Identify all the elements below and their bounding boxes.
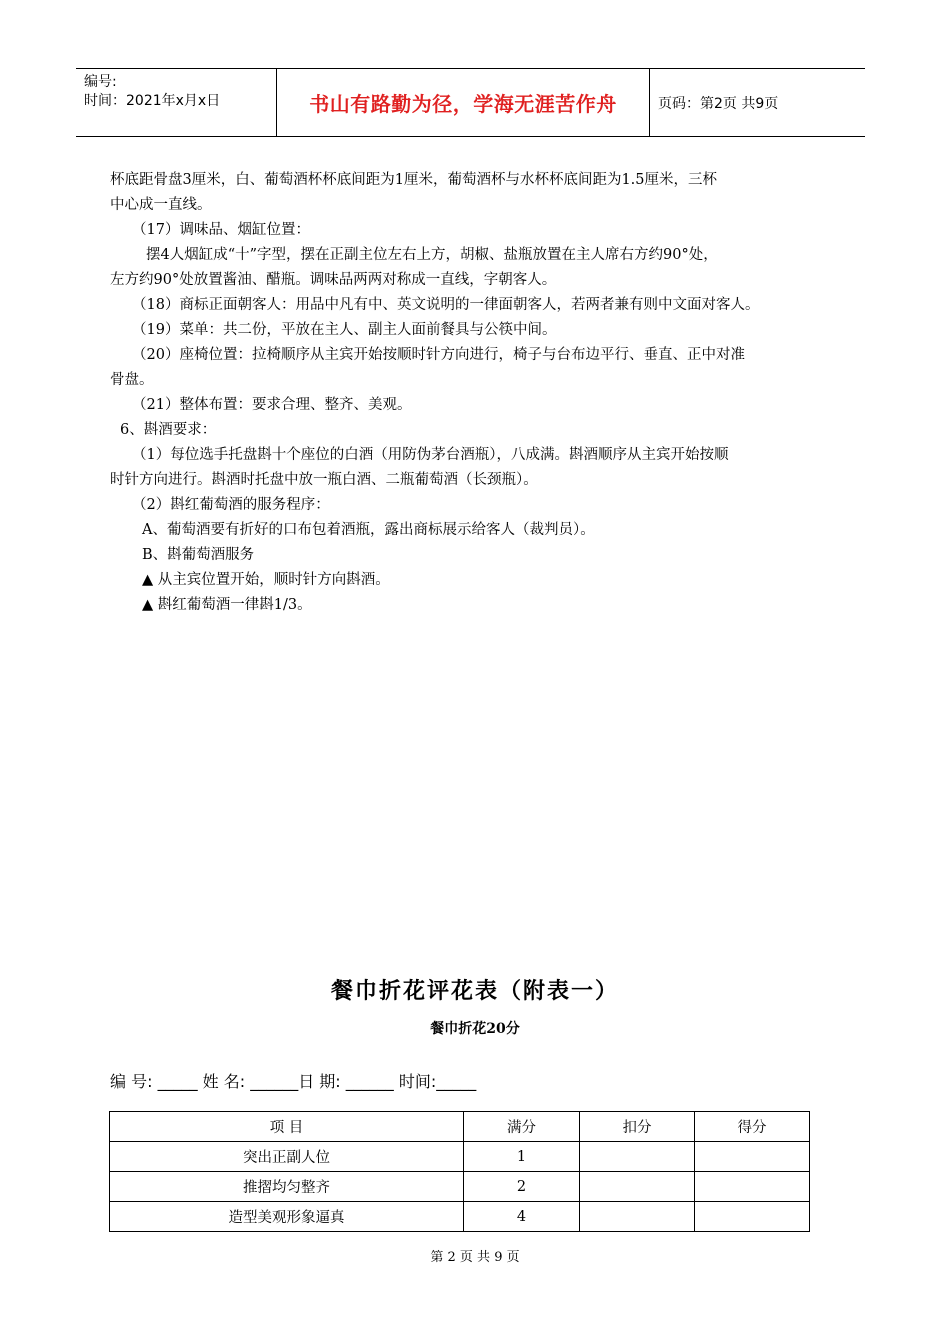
header-meta xyxy=(76,69,277,136)
table-row xyxy=(110,1172,810,1202)
body-text xyxy=(110,168,840,618)
table-cell xyxy=(580,1142,695,1172)
table-cell xyxy=(580,1172,695,1202)
table-cell xyxy=(580,1202,695,1232)
table-header-cell: 得分 xyxy=(695,1112,810,1142)
text-line: B、斟葡萄酒服务 xyxy=(142,547,255,563)
table-row xyxy=(110,1202,810,1232)
header-slogan: 书山有路勤为径，学海无涯苦作舟 xyxy=(277,69,650,136)
bullet-line: ▲ 斟红葡萄酒一律斟1/3。 xyxy=(142,597,312,613)
text-line: 杯底距骨盘3厘米，白、葡萄酒杯杯底间距为1厘米，葡萄酒杯与水杯杯底间距为1.5厘米，三杯 xyxy=(110,172,718,188)
bullet-line: ▲ 从主宾位置开始，顺时针方向斟酒。 xyxy=(142,572,390,588)
form-title: 餐巾折花评花表（附表一） xyxy=(330,978,619,1004)
text-line: （2）斟红葡萄酒的服务程序： xyxy=(132,497,330,513)
table-row xyxy=(110,1142,810,1172)
page-footer: 第 2 页 共 9 页 xyxy=(430,1250,520,1265)
table-header-cell: 项 目 xyxy=(110,1112,464,1142)
text-line: （21）整体布置：要求合理、整齐、美观。 xyxy=(132,397,412,413)
text-line: 摆4人烟缸成“十”字型，摆在正副主位左右上方，胡椒、盐瓶放置在主人席右方约90°处， xyxy=(146,247,718,263)
table-cell: 推摺均匀整齐 xyxy=(110,1172,464,1202)
number-label: 编号: xyxy=(84,74,117,90)
form-subtitle: 餐巾折花20分 xyxy=(430,1021,520,1037)
text-line: （17）调味品、烟缸位置： xyxy=(132,222,310,238)
text-line: 6、斟酒要求： xyxy=(120,422,217,438)
text-line: （19）菜单：共二份，平放在主人、副主人面前餐具与公筷中间。 xyxy=(132,322,557,338)
table-cell: 突出正副人位 xyxy=(110,1142,464,1172)
form-fields-line: 编 号: _____ 姓 名: ______日 期: ______ 时间:_____ xyxy=(110,1072,477,1091)
table-cell: 1 xyxy=(464,1142,580,1172)
time-label: 时间：2021年x月x日 xyxy=(84,93,221,109)
header-page-number: 页码：第2页 共9页 xyxy=(658,95,779,112)
table-cell xyxy=(695,1142,810,1172)
table-cell: 造型美观形象逼真 xyxy=(110,1202,464,1232)
table-header-row xyxy=(110,1112,810,1142)
table-cell: 2 xyxy=(464,1172,580,1202)
table-cell xyxy=(695,1202,810,1232)
table-cell: 4 xyxy=(464,1202,580,1232)
text-line: （1）每位选手托盘斟十个座位的白酒（用防伪茅台酒瓶），八成满。斟酒顺序从主宾开始按顺 xyxy=(132,447,729,463)
text-line: 时针方向进行。斟酒时托盘中放一瓶白酒、二瓶葡萄酒（长颈瓶）。 xyxy=(110,472,538,488)
table-header-cell: 扣分 xyxy=(580,1112,695,1142)
text-line: （18）商标正面朝客人：用品中凡有中、英文说明的一律面朝客人，若两者兼有则中文面对客人。 xyxy=(132,297,760,313)
table-cell xyxy=(695,1172,810,1202)
text-line: （20）座椅位置：拉椅顺序从主宾开始按顺时针方向进行，椅子与台布边平行、垂直、正中对准 xyxy=(132,347,745,363)
text-line: 中心成一直线。 xyxy=(110,197,212,213)
text-line: 骨盘。 xyxy=(110,372,154,388)
text-line: 左方约90°处放置酱油、醋瓶。调味品两两对称成一直线，字朝客人。 xyxy=(110,272,557,288)
scoring-table xyxy=(109,1111,810,1232)
table-header-cell: 满分 xyxy=(464,1112,580,1142)
document-header xyxy=(76,68,865,137)
text-line: A、葡萄酒要有折好的口布包着酒瓶，露出商标展示给客人（裁判员）。 xyxy=(142,522,595,538)
